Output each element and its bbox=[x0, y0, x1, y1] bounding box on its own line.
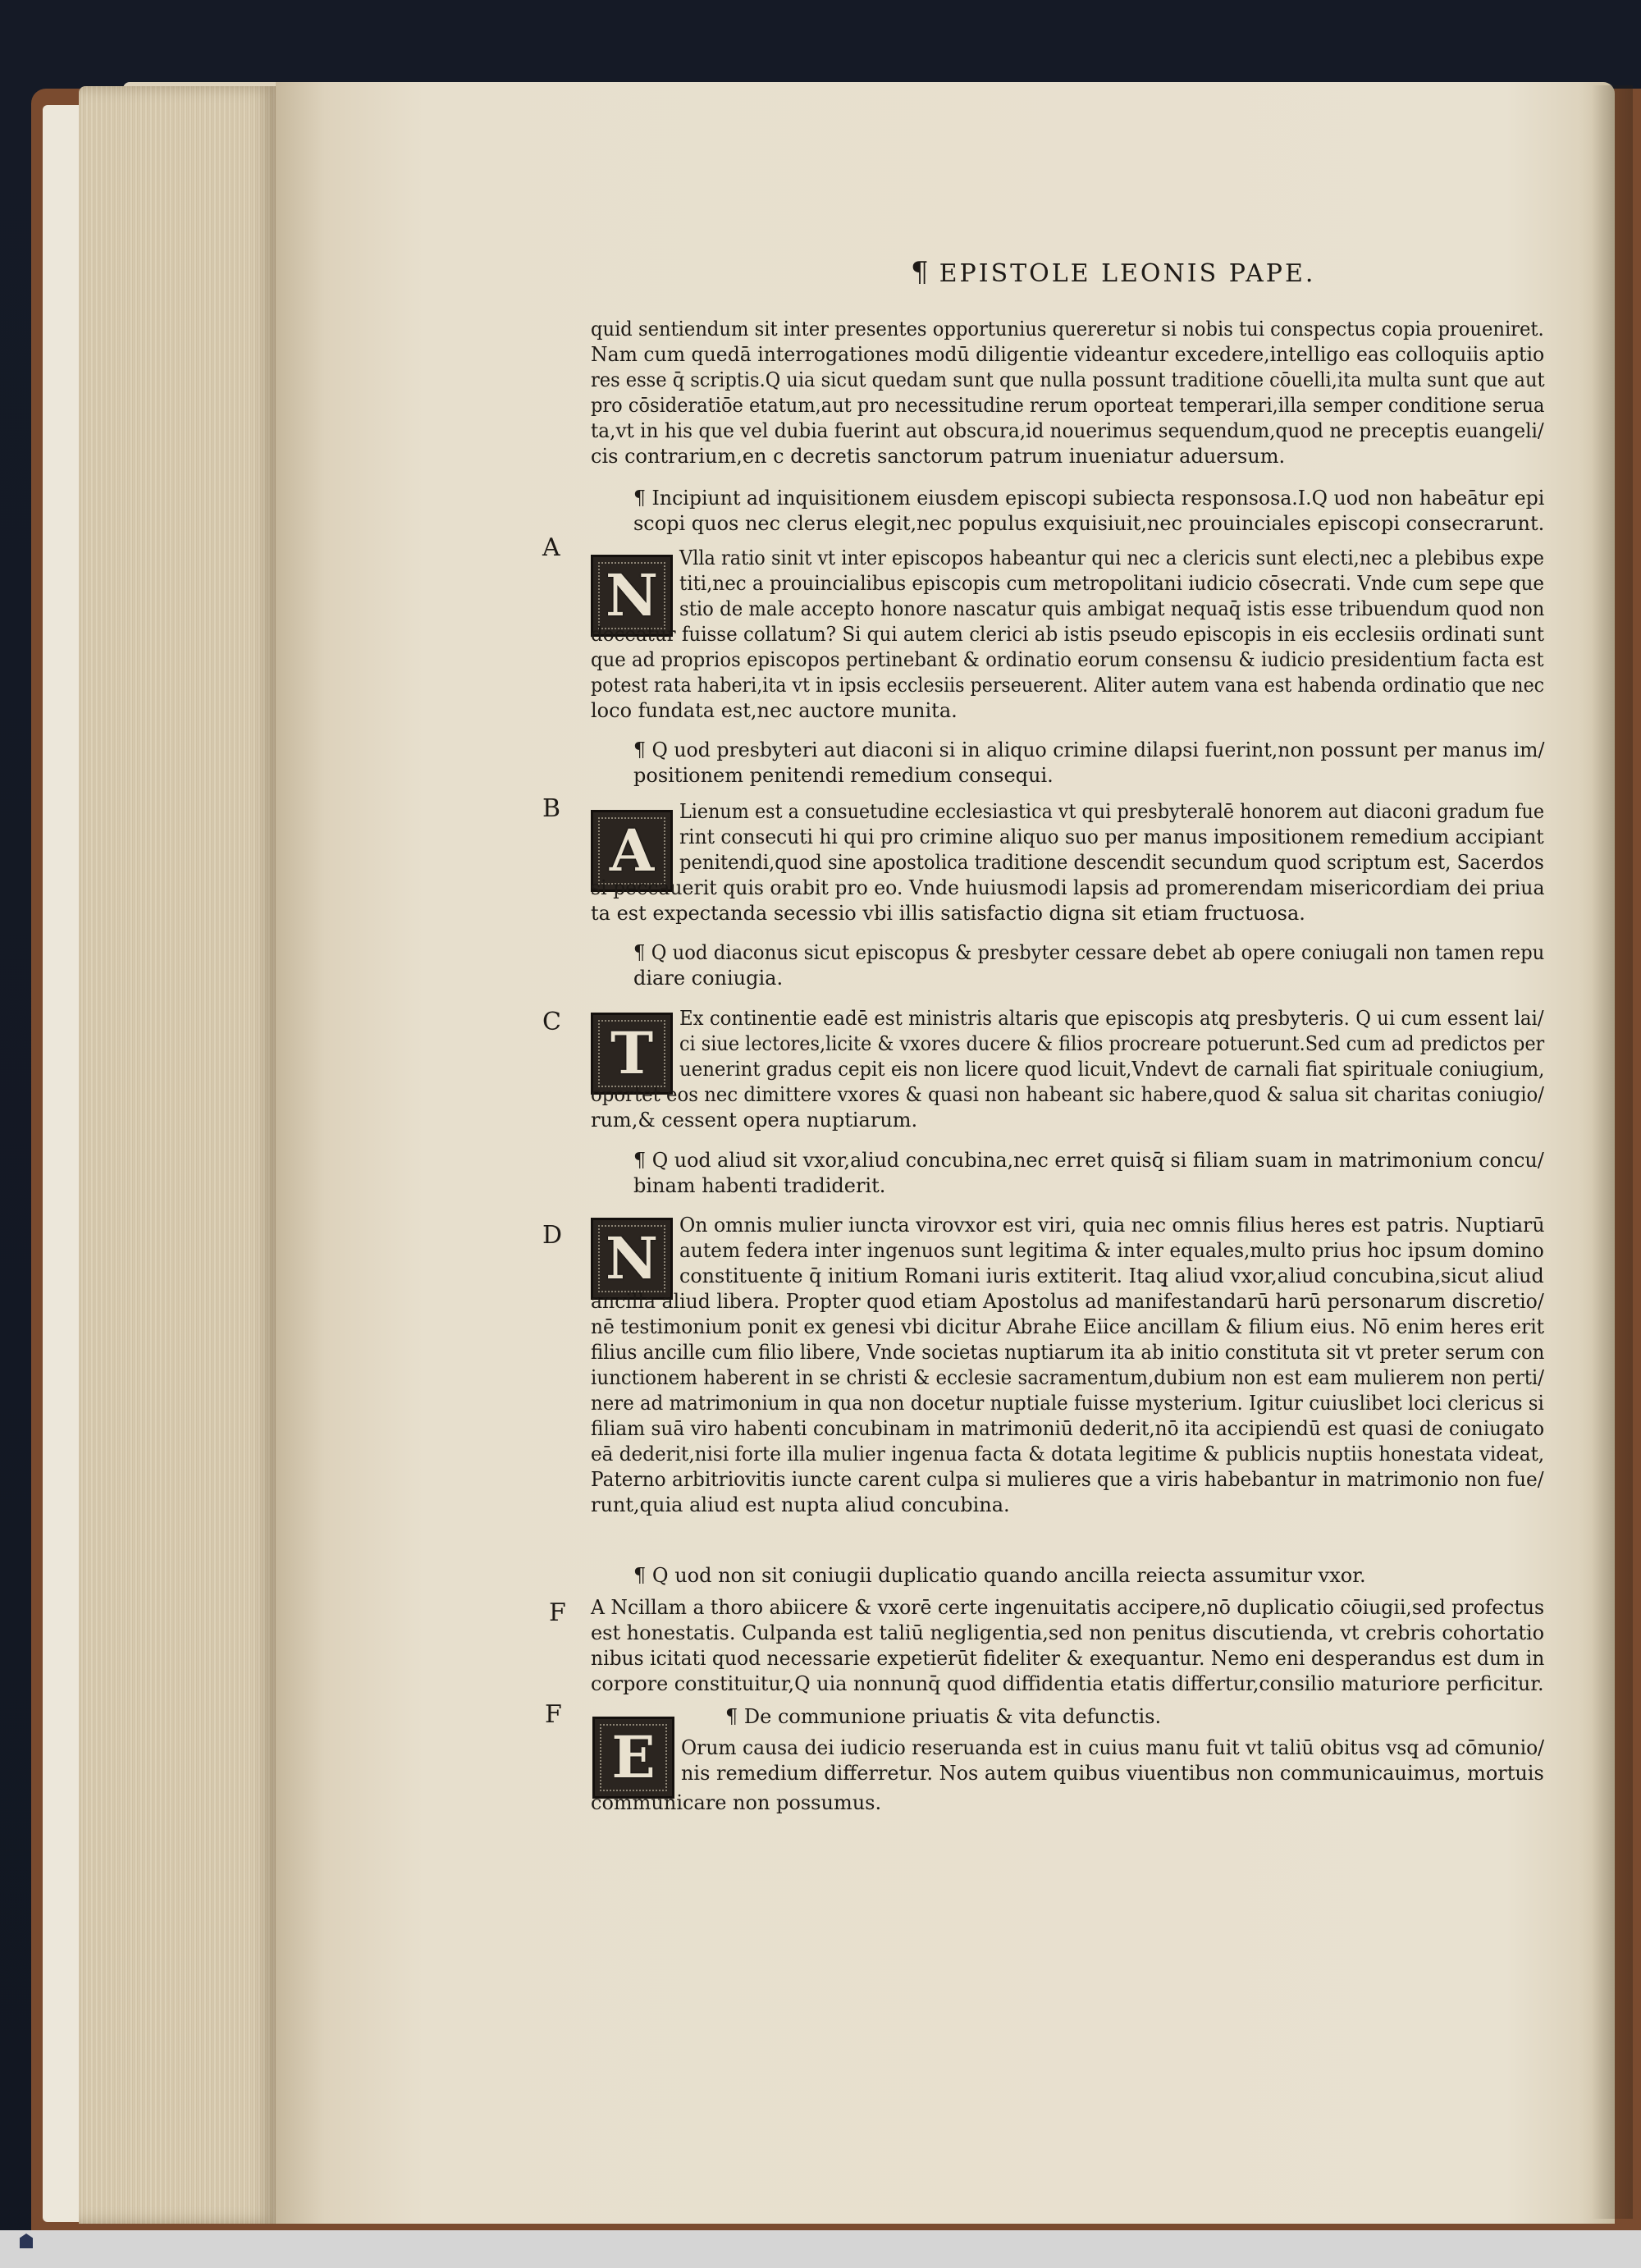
margin-letter-f: F bbox=[549, 1598, 566, 1627]
text-line: nere ad matrimonium in qua non docetur nuptiale fuisse mysterium. Igitur cuiuslibet loci clericus si bbox=[591, 1392, 1544, 1415]
text-line: Vlla ratio sinit vt inter episcopos habeantur qui nec a clericis sunt electi,nec a plebibus expe bbox=[679, 546, 1544, 569]
text-line: eā dederit,nisi forte illa mulier ingenua facta & dotata legitime & publicis nuptiis honestata videat, bbox=[591, 1443, 1545, 1466]
text-line: Paterno arbitriovitis iuncte carent culpa si mulieres que a viris habebantur in matrimonio non fue/ bbox=[591, 1468, 1544, 1491]
text-line: res esse q̄ scriptis.Q uia sicut quedam sunt que nulla possunt traditione cōuelli,ita multa sunt que aut bbox=[591, 368, 1545, 391]
text-line: iunctionem haberent in se christi & ecclesie sacramentum,dubium non est eam mulierem non perti/ bbox=[591, 1366, 1544, 1389]
text-line: Lienum est a consuetudine ecclesiastica vt qui presbyteralē honorem aut diaconi gradum fue bbox=[679, 800, 1545, 823]
text-line: positionem penitendi remedium consequi. bbox=[633, 764, 1054, 787]
decorated-initial-n-2: N bbox=[591, 1218, 673, 1300]
decorated-initial-n: N bbox=[591, 555, 673, 637]
text-line: ta est expectanda secessio vbi illis satisfactio digna sit etiam fructuosa. bbox=[591, 902, 1305, 925]
text-line: Ex continentie eadē est ministris altaris que episcopis atq̧ presbyteris. Q ui cum essent lai/ bbox=[679, 1007, 1544, 1030]
margin-letter-d: D bbox=[542, 1221, 563, 1250]
library-emblem-icon bbox=[20, 2234, 33, 2248]
pilcrow-icon: ¶ bbox=[911, 256, 931, 289]
page-block-edge bbox=[79, 86, 276, 2224]
text-line: scopi quos nec clerus elegit,nec populus exquisiuit,nec prouinciales episcopi consecrarunt. bbox=[633, 512, 1545, 535]
text-line: constituente q̄ initium Romani iuris extiterit. Itaq̧ aliud vxor,aliud concubina,sicut aliud bbox=[679, 1264, 1544, 1287]
text-line: stio de male accepto honore nascatur quis ambigat nequaq̄ istis esse tribuendum quod non bbox=[679, 597, 1545, 620]
margin-letter-a: A bbox=[542, 533, 560, 562]
text-line: nibus icitati quod necessarie expetierūt fideliter & exequantur. Nemo eni desperandus est dum in bbox=[591, 1647, 1545, 1670]
text-line: runt,quia aliud est nupta aliud concubina. bbox=[591, 1493, 1010, 1516]
text-line: Orum causa dei iudicio reseruanda est in cuius manu fuit vt taliū obitus vsq̧ ad cōmunio/ bbox=[681, 1736, 1545, 1759]
text-line: corpore constituitur,Q uia nonnunq̄ quod diffidentia etatis differtur,consilio maturiore perficitur. bbox=[591, 1672, 1544, 1695]
decorated-initial-a: A bbox=[591, 810, 673, 892]
text-line: filius ancille cum filio libere, Vnde societas nuptiarum ita ab initio constituta sit vt preter serum con bbox=[591, 1341, 1545, 1364]
text-line: loco fundata est,nec auctore munita. bbox=[591, 699, 958, 722]
margin-letter-c: C bbox=[542, 1008, 561, 1036]
text-line: titi,nec a prouincialibus episcopis cum metropolitani iudicio cōsecrati. Vnde cum sepe que bbox=[679, 572, 1545, 595]
text-line: binam habenti tradiderit. bbox=[633, 1174, 886, 1197]
text-line: filiam suā viro habenti concubinam in matrimoniū dederit,nō ita accipiendū est quasi de coniugato bbox=[591, 1417, 1545, 1440]
text-line: penitendi,quod sine apostolica traditione descendit secundum quod scriptum est, Sacerdos bbox=[679, 851, 1544, 874]
text-line: communicare non possumus. bbox=[591, 1791, 882, 1814]
text-line: oportet eos nec dimittere vxores & quasi non habeant sic habere,quod & salua sit charitas coniugio/ bbox=[591, 1083, 1544, 1106]
margin-letter-f-2: F bbox=[545, 1700, 562, 1729]
running-head-text: EPISTOLE LEONIS PAPE. bbox=[939, 259, 1316, 288]
text-line: autem federa inter ingenuos sunt legitima & inter equales,multo prius hoc ipsum domino bbox=[679, 1239, 1544, 1262]
text-line: Nam cum quedā interrogationes modū diligentie videantur excedere,intelligo eas colloquiis aptio bbox=[591, 343, 1545, 366]
text-line: ¶ Q uod aliud sit vxor,aliud concubina,nec erret quisq̄ si filiam suam in matrimonium concu/ bbox=[633, 1149, 1544, 1172]
text-line: est honestatis. Culpanda est taliū negligentia,sed non penitus discutienda, vt crebris cohortatio bbox=[591, 1621, 1545, 1644]
text-line: ¶ De communione priuatis & vita defunctis. bbox=[725, 1705, 1162, 1728]
running-head bbox=[911, 256, 1315, 289]
text-line: ci siue lectores,licite & vxores ducere & filios procreare potuerunt.Sed cum ad predictos per bbox=[679, 1032, 1545, 1055]
text-line: ¶ Incipiunt ad inquisitionem eiusdem episcopi subiecta responsosa.I.Q uod non habeātur epi bbox=[633, 487, 1545, 510]
text-line: ¶ Q uod presbyteri aut diaconi si in aliquo crimine dilapsi fuerint,non possunt per manus im/ bbox=[633, 738, 1545, 761]
text-line: rint consecuti hi qui pro crimine aliquo suo per manus impositionem remedium accipiant bbox=[679, 825, 1544, 848]
page-shadow bbox=[1592, 85, 1633, 2219]
text-line: On omnis mulier iuncta virovxor est viri, quia nec omnis filius heres est patris. Nuptiarū bbox=[679, 1214, 1545, 1237]
decorated-initial-t: T bbox=[591, 1013, 673, 1095]
text-line: si peccauerit quis orabit pro eo. Vnde huiusmodi lapsis ad promerendam misericordiam dei priua bbox=[591, 876, 1545, 899]
library-logo bbox=[8, 2234, 44, 2265]
text-line: potest rata haberi,ita vt in ipsis ecclesiis perseuerent. Aliter autem vana est habenda ordinatio que nec bbox=[591, 674, 1545, 697]
text-line: nē testimonium ponit ex genesi vbi dicitur Abrahe Eiice ancillam & filium eius. Nō enim heres erit bbox=[591, 1315, 1545, 1338]
text-line: ¶ Q uod diaconus sicut episcopus & presbyter cessare debet ab opere coniugali non tamen repu bbox=[633, 941, 1545, 964]
text-line: quid sentiendum sit inter presentes opportunius quereretur si nobis tui conspectus copia proueniret. bbox=[591, 318, 1544, 341]
text-line: que ad proprios episcopos pertinebant & ordinatio eorum consensu & iudicio presidentium facta est bbox=[591, 648, 1544, 671]
text-line: doceatur fuisse collatum? Si qui autem clerici ab istis pseudo episcopis in eis ecclesiis ordinati sunt bbox=[591, 623, 1544, 646]
text-line: diare coniugia. bbox=[633, 967, 784, 990]
text-line: cis contrarium,en c decretis sanctorum patrum inueniatur aduersum. bbox=[591, 445, 1286, 468]
text-line: ta,vt in his que vel dubia fuerint aut obscura,id nouerimus sequendum,quod ne preceptis euangeli/ bbox=[591, 419, 1544, 442]
text-line: A Ncillam a thoro abiicere & vxorē certe ingenuitatis accipere,nō duplicatio cōiugii,sed profectus bbox=[591, 1596, 1545, 1619]
text-line: ¶ Q uod non sit coniugii duplicatio quando ancilla reiecta assumitur vxor. bbox=[633, 1564, 1366, 1587]
margin-letter-b: B bbox=[542, 794, 561, 823]
text-line: ancilla aliud libera. Propter quod etiam Apostolus ad manifestandarū harū personarum discretio/ bbox=[591, 1290, 1544, 1313]
text-line: rum,& cessent opera nuptiarum. bbox=[591, 1109, 918, 1132]
text-line: uenerint gradus cepit eis non licere quod licuit,Vndevt de carnali fiat spirituale coniugium, bbox=[679, 1058, 1545, 1081]
text-line: nis remedium differretur. Nos autem quibus viuentibus non communicauimus, mortuis bbox=[681, 1762, 1544, 1785]
decorated-initial-e: E bbox=[592, 1717, 674, 1799]
text-line: pro cōsideratiōe etatum,aut pro necessitudine rerum oporteat temperari,illa semper conditione serua bbox=[591, 394, 1545, 417]
viewer-footer-bar bbox=[0, 2230, 1641, 2268]
